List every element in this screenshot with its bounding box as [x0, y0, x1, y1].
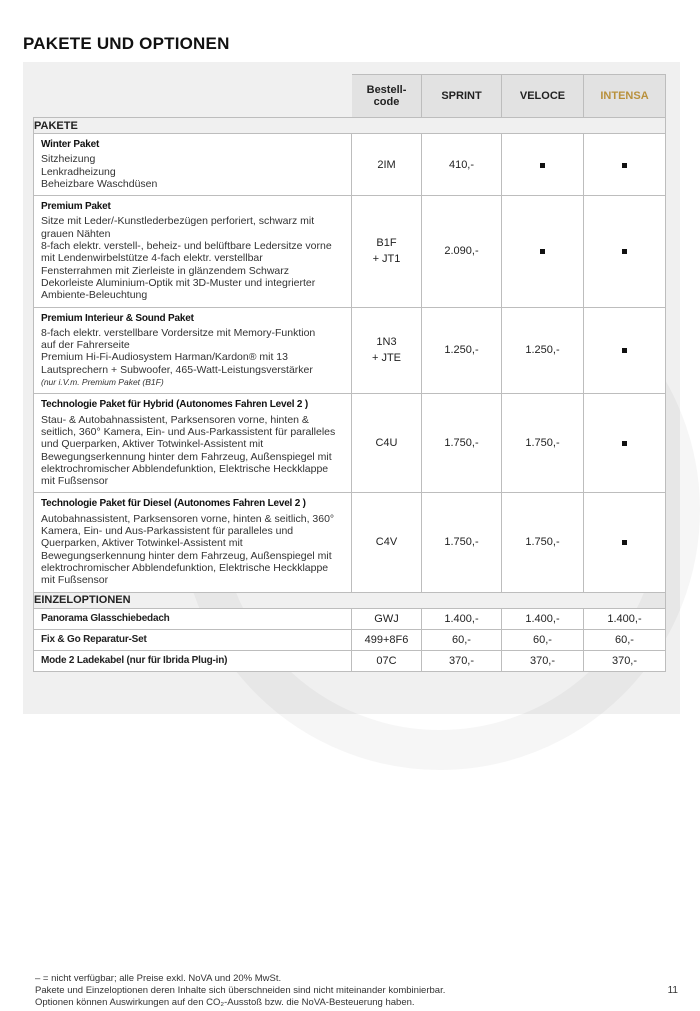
section-label: EINZELOPTIONEN — [34, 592, 666, 608]
order-code-line: + JTE — [371, 352, 402, 365]
price-sprint: 1.750,- — [422, 493, 502, 592]
package-name: Winter Paket — [41, 139, 100, 150]
price-veloce: 370,- — [502, 650, 584, 671]
package-feature-line: Sitzheizung — [41, 153, 96, 166]
price-veloce: 1.750,- — [502, 394, 584, 493]
package-name: Technologie Paket für Hybrid (Autonomes Fahren Level 2 ) — [41, 399, 308, 411]
page-number: 11 — [667, 985, 678, 996]
page-title: PAKETE UND OPTIONEN — [23, 34, 230, 53]
package-row — [34, 134, 666, 196]
package-description — [34, 134, 352, 196]
price-intensa — [584, 394, 666, 493]
order-code-line: 1N3 — [376, 336, 397, 349]
price-sprint: 60,- — [422, 629, 502, 650]
package-feature-line: Beheizbare Waschdüsen — [41, 177, 158, 190]
price-sprint: 370,- — [422, 650, 502, 671]
package-note: (nur i.V.m. Premium Paket (B1F) — [41, 377, 164, 388]
standard-equipment-marker-icon — [540, 249, 545, 254]
order-code-line: + JT1 — [372, 253, 401, 266]
package-feature-line: elektrochromischer Abblendefunktion, Elektrische Heckklappe — [41, 561, 329, 574]
order-code: 499+8F6 — [352, 629, 422, 650]
price-intensa — [584, 134, 666, 196]
package-feature-line: mit Fußsensor — [41, 574, 109, 587]
package-feature-line: auf der Fahrerseite — [41, 339, 130, 352]
package-feature-line: Querparken, Aktiver Totwinkel-Assistent mit — [41, 537, 243, 550]
package-feature-line: Stau- & Autobahnassistent, Parksensoren vorne, hinten & — [41, 413, 309, 426]
column-header-code: Bestell- code — [352, 75, 422, 118]
option-name: Mode 2 Ladekabel (nur für Ibrida Plug-in) — [34, 650, 352, 671]
package-feature-line: und Querparken, Aktiver Totwinkel-Assistent mit — [41, 438, 264, 451]
standard-equipment-marker-icon — [622, 540, 627, 545]
standard-equipment-marker-icon — [622, 249, 627, 254]
package-name: Premium Paket — [41, 201, 111, 213]
package-feature-line: Premium Hi-Fi-Audiosystem Harman/Kardon® mit 13 — [41, 351, 288, 364]
price-veloce: 1.750,- — [502, 493, 584, 592]
package-row — [34, 394, 666, 493]
footnote-line: Pakete und Einzeloptionen deren Inhalte sich überschneiden sind nicht miteinander kombinierbar. — [35, 985, 446, 996]
price-intensa: 60,- — [584, 629, 666, 650]
package-row — [34, 196, 666, 307]
package-feature-line: grauen Nähten — [41, 227, 111, 240]
package-feature-line: 8-fach elektr. verstellbare Vordersitze mit Memory-Funktion — [41, 326, 316, 339]
order-code — [352, 493, 422, 592]
option-row — [34, 650, 666, 671]
footnote-line: Optionen können Auswirkungen auf den CO₂-Ausstoß bzw. die NoVA-Besteuerung haben. — [35, 997, 415, 1008]
price-intensa — [584, 493, 666, 592]
price-veloce: 1.250,- — [502, 307, 584, 394]
package-feature-line: Lenkradheizung — [41, 165, 116, 178]
column-header-sprint: SPRINT — [422, 75, 502, 118]
column-header-veloce: VELOCE — [502, 75, 584, 118]
package-row — [34, 307, 666, 394]
price-veloce — [502, 196, 584, 307]
order-code: 07C — [352, 650, 422, 671]
order-code — [352, 196, 422, 307]
package-feature-line: Sitze mit Leder/-Kunstlederbezügen perforiert, schwarz mit — [41, 215, 315, 228]
package-feature-line: Autobahnassistent, Parksensoren vorne, hinten & seitlich, 360° — [41, 512, 335, 525]
order-code-line: 2IM — [377, 158, 396, 171]
order-code: GWJ — [352, 608, 422, 629]
header-blank-cell — [34, 75, 352, 118]
price-intensa: 370,- — [584, 650, 666, 671]
table-header-row — [34, 75, 666, 118]
package-description — [34, 493, 352, 592]
standard-equipment-marker-icon — [622, 441, 627, 446]
price-veloce: 60,- — [502, 629, 584, 650]
footnote-line: – = nicht verfügbar; alle Preise exkl. NoVA und 20% MwSt. — [35, 973, 282, 984]
order-code — [352, 134, 422, 196]
package-feature-line: mit Lendenwirbelstütze 4-fach elektr. verstellbar — [41, 252, 263, 265]
price-intensa — [584, 307, 666, 394]
package-description — [34, 196, 352, 307]
package-row — [34, 493, 666, 592]
package-feature-line: mit Fußsensor — [41, 475, 109, 488]
package-feature-line: 8-fach elektr. verstell-, beheiz- und belüftbare Ledersitze vorne — [41, 240, 332, 253]
package-feature-line: Fensterrahmen mit Zierleiste in glänzendem Schwarz — [41, 264, 290, 277]
package-description — [34, 307, 352, 394]
package-name: Premium Interieur & Sound Paket — [41, 312, 194, 324]
order-code-line: C4U — [375, 437, 398, 450]
price-sprint: 1.250,- — [422, 307, 502, 394]
column-header-intensa: INTENSA — [584, 75, 666, 118]
package-feature-line: seitlich, 360° Kamera, Ein- und Aus-Parkassistent für paralleles — [41, 425, 336, 438]
footnotes — [35, 973, 445, 1009]
options-table — [33, 74, 666, 672]
package-feature-line: Lautsprechern + Subwoofer, 465-Watt-Leistungsverstärker — [41, 363, 313, 376]
order-code-line: B1F — [376, 237, 397, 250]
section-header-einzeloptionen — [34, 592, 666, 608]
price-veloce: 1.400,- — [502, 608, 584, 629]
price-sprint: 1.400,- — [422, 608, 502, 629]
price-intensa: 1.400,- — [584, 608, 666, 629]
standard-equipment-marker-icon — [622, 348, 627, 353]
option-row — [34, 608, 666, 629]
package-feature-line: elektrochromischer Abblendefunktion, Elektrische Heckklappe — [41, 462, 329, 475]
package-feature-line: Dekorleiste Aluminium-Optik mit 3D-Muster und integrierter — [41, 276, 316, 289]
price-intensa — [584, 196, 666, 307]
order-code-line: C4V — [375, 536, 398, 549]
package-description — [34, 394, 352, 493]
package-feature-line: Ambiente-Beleuchtung — [41, 289, 148, 302]
order-code — [352, 307, 422, 394]
package-feature-line: Bewegungserkennung hinter dem Fahrzeug, Außenspiegel mit — [41, 450, 332, 463]
order-code — [352, 394, 422, 493]
option-name: Fix & Go Reparatur-Set — [34, 629, 352, 650]
price-sprint: 1.750,- — [422, 394, 502, 493]
standard-equipment-marker-icon — [622, 163, 627, 168]
option-row — [34, 629, 666, 650]
package-feature-line: Bewegungserkennung hinter dem Fahrzeug, Außenspiegel mit — [41, 549, 332, 562]
price-veloce — [502, 134, 584, 196]
package-name: Technologie Paket für Diesel (Autonomes Fahren Level 2 ) — [41, 498, 306, 510]
option-name: Panorama Glasschiebedach — [34, 608, 352, 629]
package-feature-line: Kamera, Ein- und Aus-Parkassistent für paralleles und — [41, 525, 294, 538]
section-header-pakete: PAKETE — [34, 118, 666, 134]
price-sprint: 410,- — [422, 134, 502, 196]
standard-equipment-marker-icon — [540, 163, 545, 168]
price-sprint: 2.090,- — [422, 196, 502, 307]
